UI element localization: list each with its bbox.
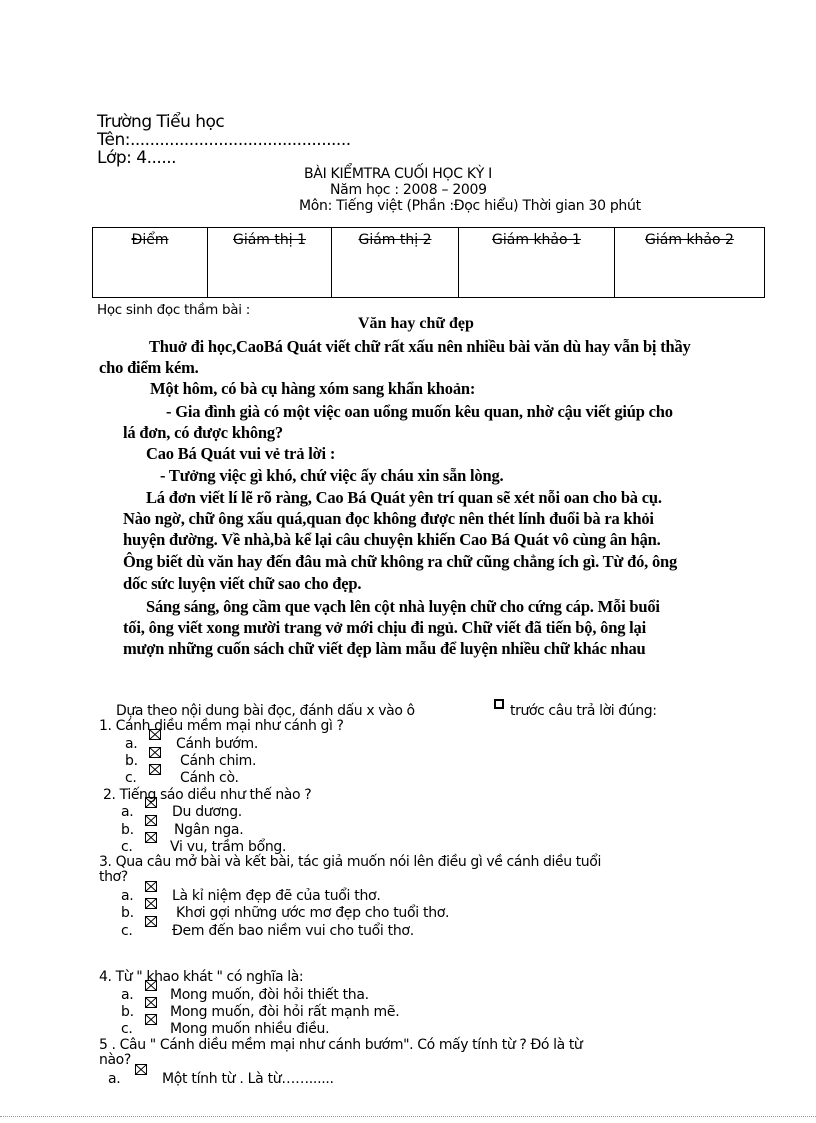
passage-line: dốc sức luyện viết chữ sao cho đẹp. xyxy=(123,574,362,593)
option-text: Mong muốn, đòi hỏi rất mạnh mẽ. xyxy=(170,1004,400,1020)
subject-line: Môn: Tiếng việt (Phần :Đọc hiểu) Thời gian 30 phút xyxy=(299,198,641,214)
examiner-2-column-header: Giám khảo 2 xyxy=(615,228,765,298)
reading-instruction: Học sinh đọc thầm bài : xyxy=(97,302,250,318)
crossed-checkbox-icon[interactable] xyxy=(145,898,157,909)
question-2: 2. Tiếng sáo diều như thế nào ? xyxy=(103,787,312,803)
option-text: Cánh chim. xyxy=(180,753,257,769)
empty-checkbox-icon xyxy=(494,699,504,709)
passage-line: cho điểm kém. xyxy=(99,358,199,377)
crossed-checkbox-icon[interactable] xyxy=(145,916,157,927)
crossed-checkbox-icon[interactable] xyxy=(145,997,157,1008)
option-text: Mong muốn nhiều điều. xyxy=(170,1021,330,1037)
option-letter: b. xyxy=(121,1004,134,1020)
passage-line: Lá đơn viết lí lẽ rõ ràng, Cao Bá Quát yên trí quan sẽ xét nỗi oan cho bà cụ. xyxy=(146,488,662,507)
option-letter: c. xyxy=(121,1021,133,1037)
passage-line: huyện đường. Về nhà,bà kể lại câu chuyện khiến Cao Bá Quát vô cùng ân hận. xyxy=(123,530,661,549)
question-1: 1. Cánh diều mềm mại như cánh gì ? xyxy=(99,718,344,734)
option-text: Vi vu, trầm bổng. xyxy=(170,839,287,855)
passage-line: Cao Bá Quát vui vẻ trả lời : xyxy=(146,444,336,463)
option-letter: c. xyxy=(121,923,133,939)
crossed-checkbox-icon[interactable] xyxy=(145,797,157,808)
option-text: Đem đến bao niềm vui cho tuổi thơ. xyxy=(172,923,414,939)
crossed-checkbox-icon[interactable] xyxy=(145,881,157,892)
option-text: Ngân nga. xyxy=(174,822,244,838)
passage-title: Văn hay chữ đẹp xyxy=(358,315,474,332)
passage-line: Một hôm, có bà cụ hàng xóm sang khẩn khoản: xyxy=(150,379,476,398)
option-letter: c. xyxy=(125,770,137,786)
crossed-checkbox-icon[interactable] xyxy=(145,815,157,826)
quiz-instruction: Dựa theo nội dung bài đọc, đánh dấu x vào ô xyxy=(116,703,415,719)
crossed-checkbox-icon[interactable] xyxy=(145,980,157,991)
school-year: Năm học : 2008 – 2009 xyxy=(330,182,487,198)
examiner-1-column-header: Giám khảo 1 xyxy=(459,228,615,298)
proctor-1-column-header: Giám thị 1 xyxy=(208,228,332,298)
option-letter: b. xyxy=(125,753,138,769)
school-label: Trường Tiểu học xyxy=(97,112,225,132)
passage-line: - Tưởng việc gì khó, chứ việc ấy cháu xin sẵn lòng. xyxy=(160,466,504,485)
class-label: Lớp: 4...... xyxy=(97,148,177,168)
question-3: 3. Qua câu mở bài và kết bài, tác giả muốn nói lên điều gì về cánh diều tuổi xyxy=(99,854,601,870)
quiz-instruction-end: trước câu trả lời đúng: xyxy=(510,703,657,719)
option-letter: b. xyxy=(121,822,134,838)
exam-title: BÀI KIỂMTRA CUỐI HỌC KỲ I xyxy=(304,166,492,182)
passage-line: Sáng sáng, ông cầm que vạch lên cột nhà luyện chữ cho cứng cáp. Mỗi buổi xyxy=(146,597,660,616)
crossed-checkbox-icon[interactable] xyxy=(145,832,157,843)
option-letter: a. xyxy=(125,736,138,752)
crossed-checkbox-icon[interactable] xyxy=(149,747,161,758)
option-letter: a. xyxy=(121,888,134,904)
question-3-continued: thơ? xyxy=(99,869,128,885)
score-column-header: Điểm xyxy=(93,228,208,298)
option-letter: b. xyxy=(121,905,134,921)
option-text: Du dương. xyxy=(172,804,242,820)
student-name-field: Tên:............................................. xyxy=(97,130,351,150)
question-5: 5 . Câu " Cánh diều mềm mại như cánh bướm". Có mấy tính từ ? Đó là từ xyxy=(99,1037,583,1053)
passage-line: - Gia đình già có một việc oan uổng muốn kêu quan, nhờ cậu viết giúp cho xyxy=(166,402,673,421)
option-text: Mong muốn, đòi hỏi thiết tha. xyxy=(170,987,369,1003)
page-bottom-divider xyxy=(0,1116,816,1117)
proctor-2-column-header: Giám thị 2 xyxy=(332,228,459,298)
option-text: Cánh cò. xyxy=(180,770,239,786)
option-text: Là kỉ niệm đẹp đẽ của tuổi thơ. xyxy=(172,888,381,904)
option-text: Một tính từ . Là từ……...... xyxy=(162,1071,334,1087)
passage-line: Thuở đi học,CaoBá Quát viết chữ rất xấu nên nhiều bài văn dù hay vẫn bị thầy xyxy=(149,337,691,356)
option-letter: a. xyxy=(121,804,134,820)
passage-line: Ông biết dù văn hay đến đâu mà chữ không ra chữ cũng chẳng ích gì. Từ đó, ông xyxy=(123,552,678,571)
passage-line: lá đơn, có được không? xyxy=(123,423,283,442)
option-text: Cánh bướm. xyxy=(176,736,258,752)
option-letter: a. xyxy=(121,987,134,1003)
passage-line: tối, ông viết xong mười trang vở mới chịu đi ngủ. Chữ viết đã tiến bộ, ông lại xyxy=(123,618,646,637)
crossed-checkbox-icon[interactable] xyxy=(149,729,161,740)
option-letter: c. xyxy=(121,839,133,855)
option-text: Khơi gợi những ước mơ đẹp cho tuổi thơ. xyxy=(176,905,450,921)
crossed-checkbox-icon[interactable] xyxy=(145,1014,157,1025)
question-4: 4. Từ " khao khát " có nghĩa là: xyxy=(99,969,304,985)
passage-line: Nào ngờ, chữ ông xấu quá,quan đọc không được nên thét lính đuổi bà ra khỏi xyxy=(123,509,654,528)
option-letter: a. xyxy=(108,1071,121,1087)
passage-line: mượn những cuốn sách chữ viết đẹp làm mẫu để luyện nhiều chữ khác nhau xyxy=(123,639,646,658)
crossed-checkbox-icon[interactable] xyxy=(135,1064,147,1075)
score-table xyxy=(92,227,765,298)
crossed-checkbox-icon[interactable] xyxy=(149,764,161,775)
question-5-continued: nào? xyxy=(99,1052,131,1068)
